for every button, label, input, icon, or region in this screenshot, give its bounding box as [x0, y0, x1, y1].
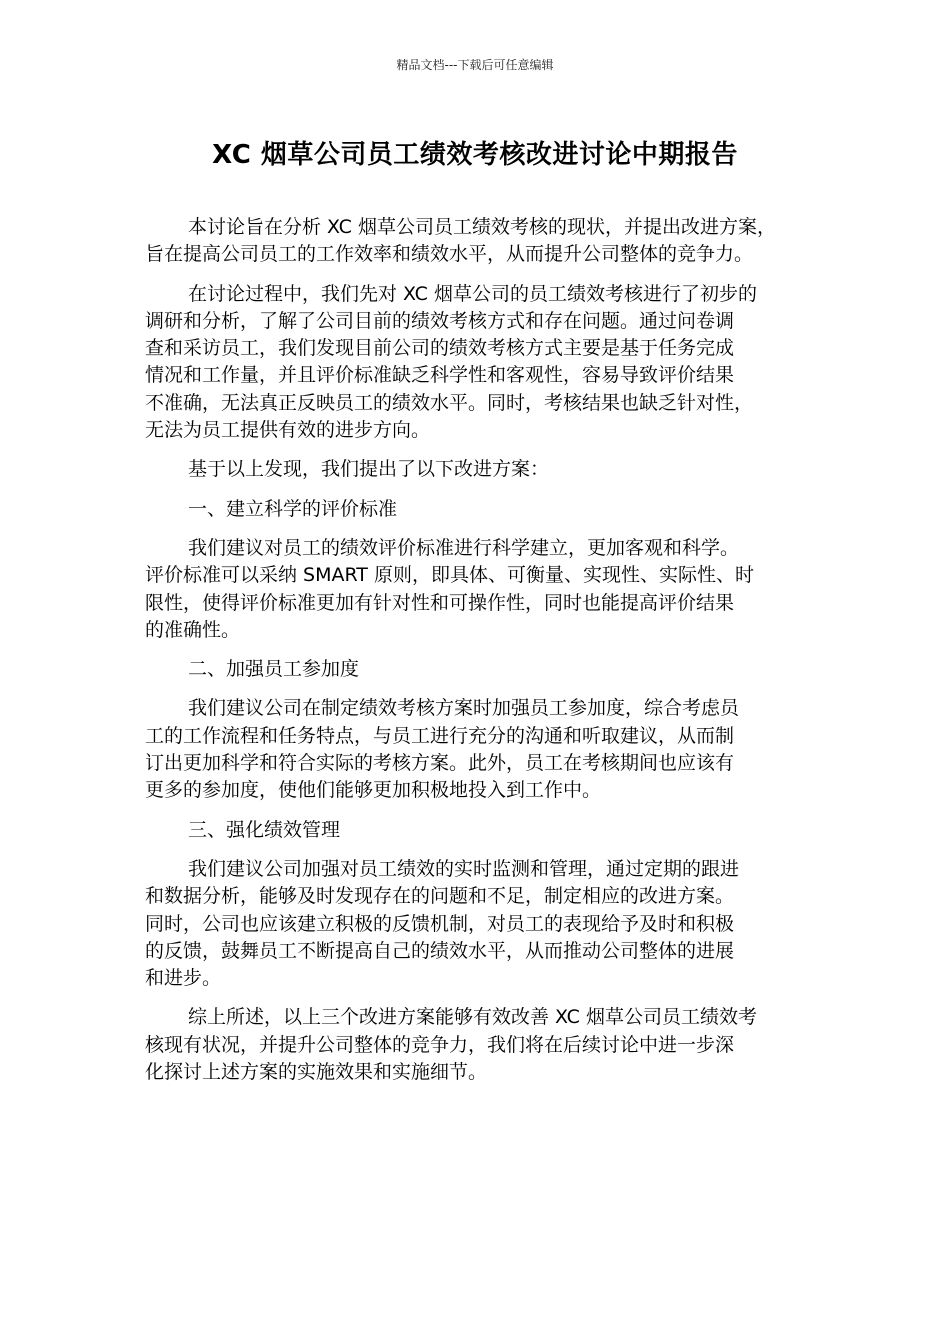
paragraph-line: 我们建议公司在制定绩效考核方案时加强员工参加度，综合考虑员	[188, 697, 740, 720]
paragraph-line: 基于以上发现，我们提出了以下改进方案：	[188, 458, 550, 481]
paragraph-line: 无法为员工提供有效的进步方向。	[145, 419, 431, 442]
paragraph-line: 不准确，无法真正反映员工的绩效水平。同时，考核结果也缺乏针对性，	[145, 391, 754, 414]
paragraph-line: 和进步。	[145, 967, 222, 990]
document-body	[145, 214, 811, 1098]
paragraph-line: 和数据分析，能够及时发现存在的问题和不足，制定相应的改进方案。	[145, 885, 735, 908]
document-title: XC 烟草公司员工绩效考核改进讨论中期报告	[212, 140, 738, 170]
paragraph-line: 限性，使得评价标准更加有针对性和可操作性，同时也能提高评价结果	[145, 591, 735, 614]
paragraph-line: 在讨论过程中，我们先对 XC 烟草公司的员工绩效考核进行了初步的	[188, 282, 757, 305]
paragraph-line: 查和采访员工，我们发现目前公司的绩效考核方式主要是基于任务完成	[145, 337, 735, 360]
paragraph-line: 二、加强员工参加度	[188, 658, 360, 681]
paragraph-line: 综上所述，以上三个改进方案能够有效改善 XC 烟草公司员工绩效考	[188, 1006, 757, 1029]
paragraph-line: 化探讨上述方案的实施效果和实施细节。	[145, 1061, 488, 1084]
paragraph-line: 我们建议对员工的绩效评价标准进行科学建立，更加客观和科学。	[188, 536, 740, 559]
paragraph-line: 三、强化绩效管理	[188, 818, 341, 841]
paragraph	[145, 817, 811, 844]
paragraph-line: 调研和分析，了解了公司目前的绩效考核方式和存在问题。通过问卷调	[145, 309, 735, 332]
paragraph-line: 更多的参加度，使他们能够更加积极地投入到工作中。	[145, 779, 602, 802]
paragraph-line: 旨在提高公司员工的工作效率和绩效水平，从而提升公司整体的竞争力。	[145, 243, 754, 266]
paragraph	[145, 456, 811, 483]
paragraph	[145, 656, 811, 683]
paragraph-line: 的反馈，鼓舞员工不断提高自己的绩效水平，从而推动公司整体的进展	[145, 939, 735, 962]
paragraph-line: 同时，公司也应该建立积极的反馈机制，对员工的表现给予及时和积极	[145, 912, 735, 935]
paragraph-line: 一、建立科学的评价标准	[188, 497, 398, 520]
paragraph	[145, 695, 811, 804]
paragraph-line: 工的工作流程和任务特点，与员工进行充分的沟通和听取建议，从而制	[145, 724, 735, 747]
paragraph	[145, 856, 811, 992]
paragraph-line: 本讨论旨在分析 XC 烟草公司员工绩效考核的现状，并提出改进方案，	[188, 216, 776, 238]
page-header: 精品文档---下载后可任意编辑	[396, 58, 554, 72]
paragraph-line: 核现有状况，并提升公司整体的竞争力，我们将在后续讨论中进一步深	[145, 1033, 735, 1056]
paragraph-line: 订出更加科学和符合实际的考核方案。此外，员工在考核期间也应该有	[145, 752, 735, 775]
paragraph	[145, 535, 811, 644]
paragraph	[145, 1004, 811, 1086]
paragraph-line: 评价标准可以采纳 SMART 原则，即具体、可衡量、实现性、实际性、时	[145, 564, 754, 587]
paragraph	[145, 281, 811, 445]
paragraph	[145, 214, 811, 269]
paragraph	[145, 496, 811, 523]
paragraph-line: 情况和工作量，并且评价标准缺乏科学性和客观性，容易导致评价结果	[145, 364, 735, 387]
paragraph-line: 的准确性。	[145, 618, 241, 641]
paragraph-line: 我们建议公司加强对员工绩效的实时监测和管理，通过定期的跟进	[188, 857, 740, 880]
